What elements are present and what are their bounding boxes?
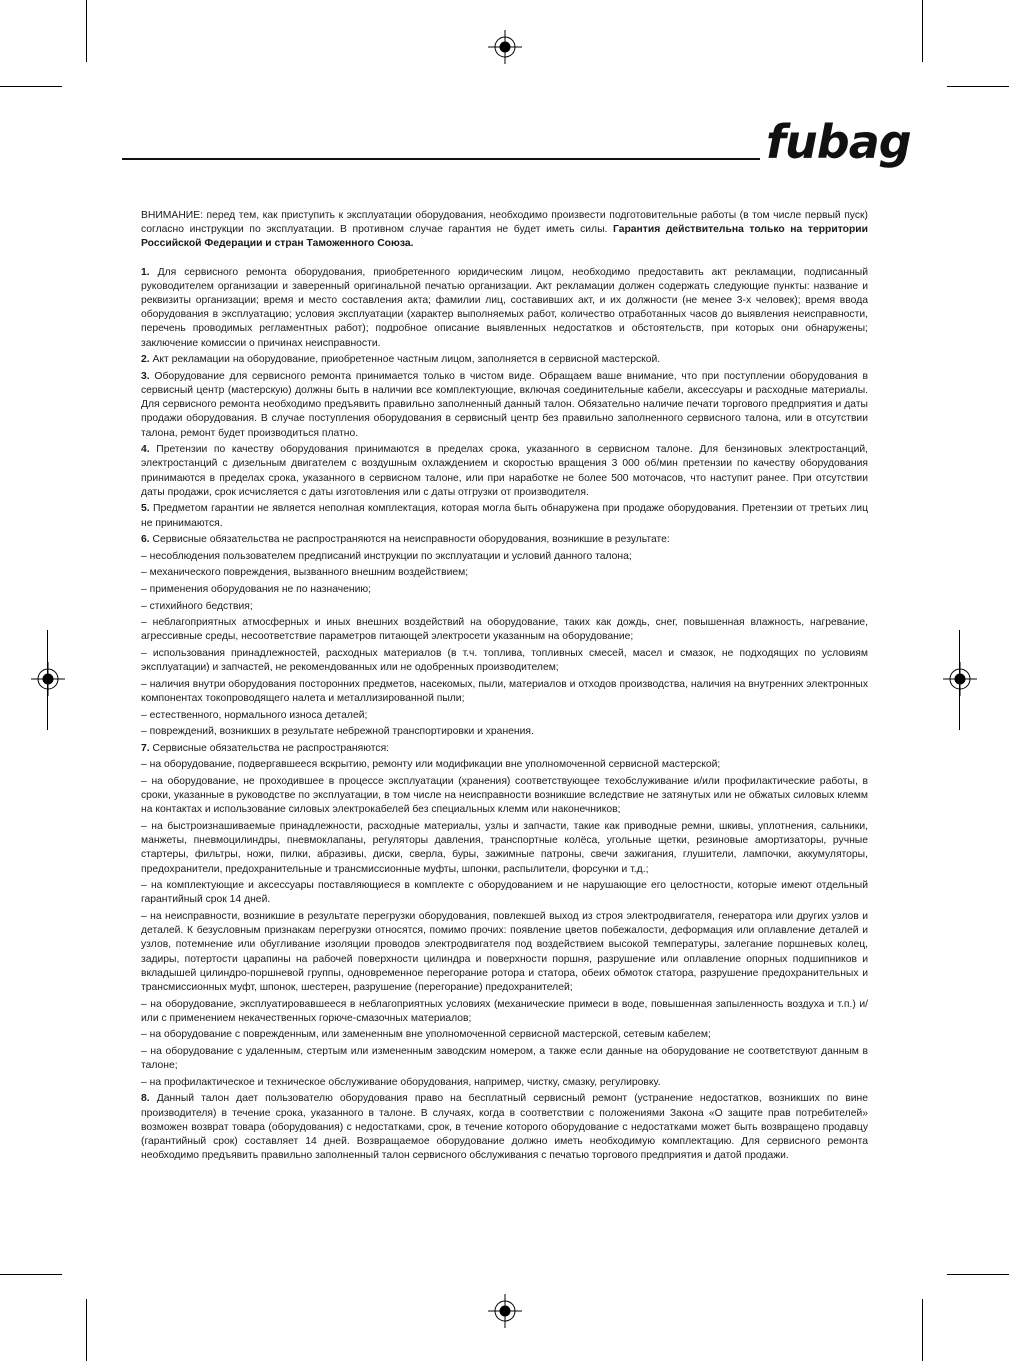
term-text: – на оборудование, не проходившее в процессе эксплуатации (хранения) соответствующее техобслуживание и/или профилактические работы, в сроки, указанные в руководстве по эксплуатации, в том числе на неисправности возникшие вследствие не затянутых или не обжатых силовых клемм на контактах и использование силовых электрокабелей без специальных клемм или наконечников; bbox=[141, 775, 868, 816]
term-paragraph bbox=[141, 910, 868, 995]
term-paragraph bbox=[141, 775, 868, 818]
crop-mark-bottom-left-h bbox=[0, 1274, 62, 1275]
crop-mark-bottom-right-h bbox=[947, 1274, 1009, 1275]
term-text: Оборудование для сервисного ремонта принимается только в чистом виде. Обращаем ваше внимание, что при поступлении оборудования в сервисный центр (мастерскую) должны быть в наличии все комплектующие, включая соединительные кабели, аксессуары и расходные материалы. Для сервисного ремонта необходимо предъявить правильно заполненный данный талон. Обязательно наличие печати торгового предприятия и даты продажи оборудования. В случае поступления оборудования в сервисный центр без правильно заполненного сервисного талона, или в отсутствии талона, ремонт будет производиться платно. bbox=[141, 370, 868, 439]
term-paragraph bbox=[141, 758, 868, 772]
term-text: – механического повреждения, вызванного внешним воздействием; bbox=[141, 567, 469, 579]
term-text: Сервисные обязательства не распространяются на неисправности оборудования, возникшие в результате: bbox=[149, 534, 670, 546]
term-paragraph bbox=[141, 443, 868, 500]
term-paragraph bbox=[141, 1045, 868, 1073]
term-text: – стихийного бедствия; bbox=[141, 600, 253, 612]
term-text: – несоблюдения пользователем предписаний инструкции по эксплуатации и условий данного талона; bbox=[141, 550, 632, 562]
term-text: Предметом гарантии не является неполная комплектация, которая могла быть обнаружена при продаже оборудования. Претензии от третьих лиц не принимаются. bbox=[141, 503, 868, 529]
term-paragraph bbox=[141, 583, 868, 597]
term-text: Претензии по качеству оборудования принимаются в пределах срока, указанного в сервисном талоне. Для бензиновых электростанций, электростанций с дизельным двигателем с воздушным охлаждением и скоростью вращения 3 000 об/мин претензии по качеству оборудования принимаются в пределах срока, указанного в сервисном талоне, или при наработке не более 500 моточасов, что наступит ранее. При отсутствии даты продажи, срок исчисляется с даты изготовления или с даты отгрузки от производителя. bbox=[141, 444, 868, 498]
term-text: – на оборудование с поврежденным, или замененным вне уполномоченной сервисной мастерской, сетевым кабелем; bbox=[141, 1029, 711, 1041]
term-paragraph bbox=[141, 550, 868, 564]
term-number: 5. bbox=[141, 503, 150, 515]
attention-text: ВНИМАНИЕ: перед тем, как приступить к эксплуатации оборудования, необходимо произвести подготовительные работы (в том числе первый пуск) согласно инструкции по эксплуатации. В противном случае гарантия не будет иметь силы. bbox=[141, 210, 868, 236]
term-number: 1. bbox=[141, 266, 150, 278]
term-paragraph bbox=[141, 998, 868, 1026]
term-text: Для сервисного ремонта оборудования, приобретенного юридическим лицом, необходимо предоставить акт рекламации, подписанный руководителем организации и заверенный оригинальной печатью организации. Акт рекламации должен содержать следующие пункты: название и реквизиты организации; время и место составления акта; фамилии лиц, составивших акт, и их должности (не менее 3-х человек); время ввода оборудования в эксплуатацию; условия эксплуатации (характер выполняемых работ, количество отработанных часов до выявления неисправности, перечень проводимых регламентных работ); подробное описание выявленных недостатков и обстоятельств, при которых они обнаружены; заключение комиссии о причинах неисправности. bbox=[141, 266, 868, 349]
term-number: 8. bbox=[141, 1093, 150, 1105]
term-text: – применения оборудования не по назначению; bbox=[141, 584, 371, 595]
term-paragraph bbox=[141, 742, 868, 756]
term-text: Сервисные обязательства не распространяются: bbox=[149, 742, 390, 754]
header-rule bbox=[122, 158, 760, 160]
term-text: – использования принадлежностей, расходных материалов (в т.ч. топлива, топливных смесей, масел и смазок, не подходящих по условиям эксплуатации) и запчастей, не рекомендованных или не одобренных производителем; bbox=[141, 647, 868, 674]
term-paragraph bbox=[141, 678, 868, 706]
term-text: – на профилактическое и техническое обслуживание оборудования, например, чистку, смазку, регулировку. bbox=[141, 1076, 661, 1088]
crop-mark-bottom-left-v bbox=[86, 1299, 87, 1361]
attention-paragraph bbox=[141, 209, 868, 252]
term-text: – естественного, нормального износа деталей; bbox=[141, 709, 368, 721]
term-number: 6. bbox=[141, 534, 150, 546]
term-paragraph bbox=[141, 353, 868, 367]
term-paragraph bbox=[141, 266, 868, 351]
crop-mark-top-left-h bbox=[0, 86, 62, 87]
registration-mark-top bbox=[488, 30, 522, 64]
term-number: 2. bbox=[141, 354, 150, 366]
term-paragraph bbox=[141, 647, 868, 675]
crop-mark-bottom-right-v bbox=[922, 1299, 923, 1361]
term-text: – на оборудование с удаленным, стертым или измененным заводским номером, а также если данные на оборудование не соответствуют данным в талоне; bbox=[141, 1045, 868, 1072]
term-paragraph bbox=[141, 370, 868, 441]
term-text: – на комплектующие и аксессуары поставляющиеся в комплекте с оборудованием и не нарушающие его целостности, которые имеют отдельный гарантийный срок 14 дней. bbox=[141, 880, 868, 906]
term-paragraph bbox=[141, 502, 868, 530]
term-paragraph bbox=[141, 725, 868, 739]
term-number: 7. bbox=[141, 742, 150, 754]
term-text: – повреждений, возникших в результате небрежной транспортировки и хранения. bbox=[141, 726, 534, 738]
term-paragraph bbox=[141, 709, 868, 723]
term-text: – на оборудование, подвергавшееся вскрытию, ремонту или модификации вне уполномоченной сервисной мастерской; bbox=[141, 759, 721, 771]
crop-mark-top-left-v bbox=[86, 0, 87, 62]
term-text: Акт рекламации на оборудование, приобретенное частным лицом, заполняется в сервисной мастерской. bbox=[149, 354, 661, 366]
registration-mark-left bbox=[31, 662, 65, 696]
terms-list bbox=[141, 266, 868, 1164]
term-text: Данный талон дает пользователю оборудования право на бесплатный сервисный ремонт (устранение недостатков, возникших по вине производителя) в течение срока, указанного в талоне. В случаях, когда в соответствии с положениями Закона «О защите прав потребителей» возможен возврат товара (оборудования) с недостатками, срок, в течение которого оборудование с недостатками может быть возвращено продавцу (гарантийный срок) составляет 14 дней. Возвращаемое оборудование должно иметь необходимую комплектацию. Для сервисного ремонта необходимо предъявить правильно заполненный талон сервисного обслуживания с печатью торгового предприятия и датой продажи. bbox=[141, 1093, 868, 1162]
crop-mark-top-right-v bbox=[922, 0, 923, 62]
term-paragraph bbox=[141, 600, 868, 614]
term-paragraph bbox=[141, 616, 868, 644]
side-mark-right bbox=[959, 630, 960, 730]
attention-bold-text: Гарантия действительна только на территории Российской Федерации и стран Таможенного Союза. bbox=[141, 224, 869, 250]
term-text: – на неисправности, возникшие в результате перегрузки оборудования, повлекшей выход из строя электродвигателя, генератора или других узлов и деталей. К безусловным признакам перегрузки относятся, помимо прочих: появление цветов побежалости, деформация или оплавление деталей и узлов, потемнение или обугливание изоляции проводов электродвигателя под воздействием высокой температуры, залегание поршневых колец, задиры, потертости царапины на рабочей поверхности цилиндра и поверхности поршня, разрушение или оплавление опорных подшипников и вкладышей цилиндро-поршневой группы, одновременное перегорание ротора и статора, обеих обмоток статора, разрушение предохранительных и трансмиссионных муфт, шпонок, шестерен, разрушение (перегорание) предохранителей; bbox=[141, 910, 868, 993]
term-paragraph bbox=[141, 533, 868, 547]
term-number: 4. bbox=[141, 444, 150, 456]
term-paragraph bbox=[141, 1028, 868, 1042]
crop-mark-top-right-h bbox=[947, 86, 1009, 87]
term-text: – на быстроизнашиваемые принадлежности, расходные материалы, узлы и запчасти, такие как приводные ремни, шкивы, уплотнения, сальники, манжеты, пневмоцилиндры, пневмоклапаны, регуляторы давления, транспортные колёса, угольные щетки, резиновые амортизаторы, ручные стартеры, фильтры, ножи, пилки, абразивы, диски, сверла, буры, зажимные патроны, свечи зажигания, глушители, лампочки, аккумуляторы, предохранители, предохранительные и трансмиссионные муфты, шпонки, распылители, форсунки и т.д.; bbox=[141, 820, 868, 875]
registration-mark-right bbox=[943, 662, 977, 696]
term-paragraph bbox=[141, 820, 868, 877]
warranty-text bbox=[141, 209, 868, 1166]
term-text: – наличия внутри оборудования посторонних предметов, насекомых, пыли, материалов и отходов производства, наличия на внутренних электронных компонентах токопроводящего налета и металлизированной пыли; bbox=[141, 678, 868, 704]
term-paragraph bbox=[141, 1076, 868, 1090]
side-mark-left bbox=[47, 630, 48, 730]
term-paragraph bbox=[141, 566, 868, 580]
term-text: – неблагоприятных атмосферных и иных внешних воздействий на оборудование, таких как дождь, снег, повышенная влажность, нагревание, агрессивные среды, несоответствие параметров питающей электросети указанным на оборудование; bbox=[141, 617, 868, 643]
term-paragraph bbox=[141, 1092, 868, 1163]
term-text: – на оборудование, эксплуатировавшееся в неблагоприятных условиях (механические примеси в воде, повышенная запыленность воздуха и т.п.) и/или с применением некачественных горюче-смазочных материалов; bbox=[141, 998, 868, 1024]
registration-mark-bottom bbox=[488, 1294, 522, 1328]
term-paragraph bbox=[141, 879, 868, 907]
term-number: 3. bbox=[141, 370, 150, 382]
fubag-logo: fubag bbox=[766, 115, 911, 169]
